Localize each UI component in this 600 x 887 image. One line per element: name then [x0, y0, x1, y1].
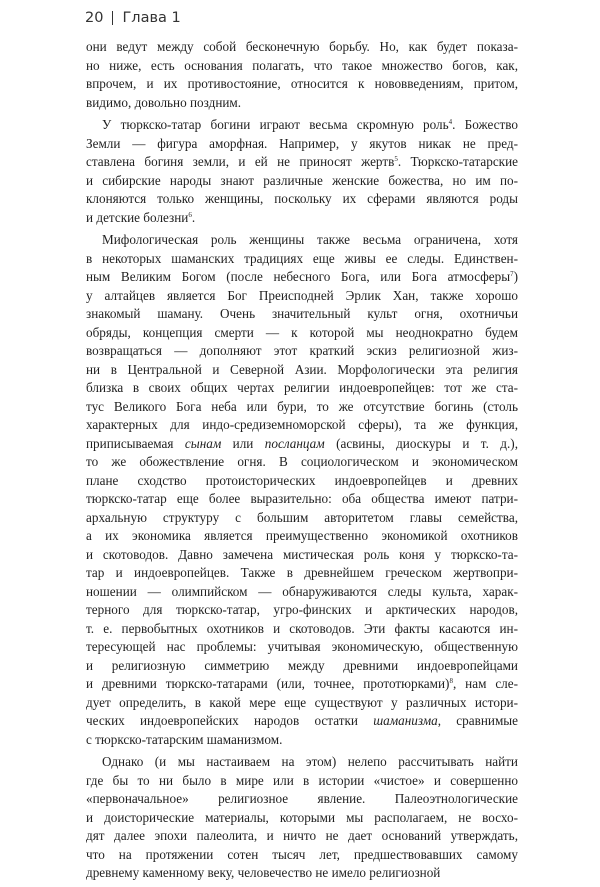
text-line — [86, 527, 518, 546]
text-segment: в некоторых шаманских традициях еще живы ее следы. Единствен- — [86, 250, 518, 266]
text-segment: они ведут между собой бесконечную борьбу. Но, как будет показа- — [86, 39, 518, 54]
footnote-ref: 8 — [449, 677, 453, 685]
text-segment: У тюркско-татар богини играют весьма скромную роль — [102, 117, 449, 132]
text-line — [86, 172, 518, 191]
text-segment: возвращаться — дополняют этот краткий эскиз религиозной жиз- — [86, 343, 518, 358]
text-segment: тус Великого Бога неба или бури, то же отсутствие богинь (столь — [86, 398, 518, 414]
text-segment: видимо, довольно поздним. — [86, 94, 242, 110]
text-line — [86, 583, 518, 602]
paragraph — [86, 231, 518, 749]
text-segment: Мифологическая роль женщины также весьма ограничена, хотя — [102, 232, 518, 247]
text-line — [86, 712, 518, 731]
text-line — [86, 379, 518, 398]
text-segment: дят далее эпохи палеолита, и ничто не дает оснований утверждать, — [86, 828, 518, 843]
text-line — [86, 209, 518, 228]
text-segment: дует определить, в какой мере еще существуют у различных истори- — [86, 694, 518, 710]
italic-term: посланцам — [264, 435, 325, 451]
text-line — [86, 268, 518, 287]
text-line — [86, 250, 518, 269]
text-line — [86, 620, 518, 639]
text-segment: то же обожествление огня. В социологическом и экономическом — [86, 454, 518, 469]
italic-term: сынам — [184, 435, 222, 451]
text-line — [86, 509, 518, 528]
running-head — [85, 10, 181, 26]
text-line — [86, 864, 518, 883]
text-line — [86, 753, 518, 772]
text-line — [86, 231, 518, 250]
text-segment: и древними тюркско-татарами (или, точнее, прототюрками) — [86, 676, 450, 691]
text-segment: ческих индоевропейских народов остатки — [86, 713, 374, 728]
text-segment: , нам сле- — [452, 676, 519, 691]
text-segment: клоняются только женщины, поскольку их сферами являются роды — [86, 191, 518, 206]
text-segment: с тюркско-татарским шаманизмом. — [86, 731, 283, 747]
chapter-title: Глава 1 — [122, 10, 181, 26]
text-segment: что на протяжении сотен тысяч лет, предшествовавших самому — [86, 846, 518, 862]
text-segment: . Божество — [452, 117, 518, 132]
text-segment: ) — [513, 269, 518, 284]
text-line — [86, 94, 518, 113]
text-line — [86, 75, 518, 94]
paragraph — [86, 38, 518, 112]
text-segment: «первоначальное» религиозное явление. Палеоэтнологические — [86, 791, 518, 806]
body-text — [86, 38, 518, 887]
text-segment: Однако (и мы настаиваем на этом) нелепо рассчитывать найти — [102, 754, 518, 769]
text-line — [86, 809, 518, 828]
text-line — [86, 472, 518, 491]
text-segment: или — [221, 435, 265, 451]
text-line — [86, 601, 518, 620]
text-segment: . — [191, 209, 196, 225]
text-line — [86, 453, 518, 472]
text-line — [86, 342, 518, 361]
text-segment: ношении — олимпийском — обнаруживаются следы культа, харак- — [86, 583, 518, 599]
text-line — [86, 435, 518, 454]
text-line — [86, 564, 518, 583]
footnote-ref: 7 — [510, 270, 514, 278]
text-line — [86, 116, 518, 135]
text-line — [86, 361, 518, 380]
text-line — [86, 38, 518, 57]
footnote-ref: 4 — [448, 118, 453, 126]
text-line — [86, 57, 518, 76]
footnote-ref: 6 — [188, 210, 192, 219]
text-line — [86, 305, 518, 324]
text-segment: (асвины, диоскуры и т. д.), — [324, 435, 518, 451]
text-segment: впрочем, и их противостояние, относится к нововведениям, притом, — [86, 76, 518, 91]
text-segment: плане сходство протоисторических индоевропейцев и древних — [86, 472, 518, 488]
text-line — [86, 190, 518, 209]
text-segment: близка в своих общих чертах религии индоевропейцев: тот же ста- — [86, 380, 518, 395]
text-segment: и сибирские народы знают различные женские божества, но им по- — [86, 172, 518, 188]
text-line — [86, 490, 518, 509]
text-segment: где бы то ни было в мире или в истории «чистое» и совершенно — [86, 772, 518, 788]
text-segment: , сравнимые — [437, 713, 518, 728]
text-segment: обряды, концепция смерти — к которой мы неоднократно будем — [86, 324, 518, 340]
text-line — [86, 675, 518, 694]
text-segment: и доисторические материалы, которыми мы располагаем, не восхо- — [86, 809, 518, 825]
text-line — [86, 135, 518, 154]
text-segment: ни в Центральной и Северной Азии. Морфологически эта религия — [86, 361, 518, 377]
text-segment: т. е. первобытных охотников и скотоводов. Эти факты касаются ин- — [86, 620, 518, 636]
text-segment: а их экономика является преимущественно экономикой охотников — [86, 528, 518, 543]
text-segment: архальную структуру с большим авторитетом главы семейства, — [86, 509, 518, 525]
text-segment: Земли — фигура аморфная. Например, у якутов никак не пред- — [86, 135, 518, 151]
text-segment: но ниже, есть основания полагать, что такое множество богов, как, — [86, 57, 518, 73]
text-segment: ставлена богиня земли, и ей не приносят жертв — [86, 154, 395, 169]
text-segment: тюркско-татар еще более выразительно: оба общества имеют патри- — [86, 491, 518, 506]
text-segment: у алтайцев является Бог Преисподней Эрлик Хан, также хорошо — [86, 287, 518, 303]
italic-term: шаманизма — [373, 713, 438, 728]
text-segment: знакомый шаману. Очень значительный культ огня, охотничьи — [86, 306, 518, 321]
text-line — [86, 790, 518, 809]
paragraph — [86, 753, 518, 883]
text-segment: характерных для индо-средиземноморской сферы), та же функция, — [86, 417, 518, 432]
text-segment: тар и индоевропейцев. Также в древнейшем греческом жертвопри- — [86, 565, 518, 580]
text-line — [86, 657, 518, 676]
text-line — [86, 638, 518, 657]
text-line — [86, 324, 518, 343]
header-separator — [112, 11, 113, 25]
text-segment: терного для тюркско-татар, угро-финских и арктических народов, — [86, 602, 518, 617]
text-line — [86, 827, 518, 846]
text-segment: и детские болезни — [86, 209, 189, 225]
text-line — [86, 287, 518, 306]
text-line — [86, 398, 518, 417]
text-segment: . Тюркско-татарские — [397, 154, 518, 169]
text-segment: и скотоводов. Давно замечена мистическая роль коня у тюркско-та- — [86, 546, 518, 562]
text-segment: древнему каменному веку, человечество не имело религиозной — [86, 865, 441, 880]
text-line — [86, 772, 518, 791]
text-segment: и религиозную симметрию между древними индоевропейцами — [86, 657, 518, 673]
text-segment: ным Великим Богом (после небесного Бога, или Бога атмосферы — [86, 269, 511, 284]
text-line — [86, 416, 518, 435]
text-segment: приписываемая — [86, 435, 185, 451]
text-line — [86, 694, 518, 713]
footnote-ref: 5 — [394, 155, 398, 163]
paragraph — [86, 116, 518, 227]
text-line — [86, 153, 518, 172]
text-line — [86, 546, 518, 565]
text-segment: тересующей нас проблемы: учитывая экономическую, общественную — [86, 639, 518, 654]
text-line — [86, 731, 518, 750]
page-number: 20 — [85, 10, 104, 26]
text-line — [86, 846, 518, 865]
